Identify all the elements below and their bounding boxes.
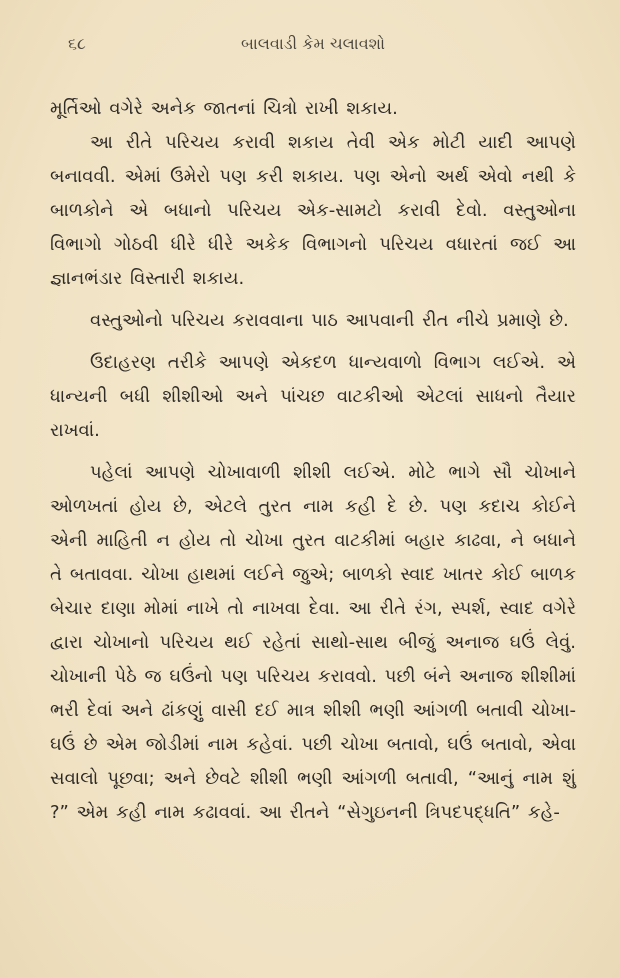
paragraph: પહેલાં આપણે ચોખાવાળી શીશી લઈએ. મોટે ભાગે સૌ ચોખાને ઓળખતાં હોય છે, એટલે તુરત નામ કહી દે છે. પણ કદાચ કોઈને એની માહિતી ન હોય તો ચોખા તુરત વાટકીમાં બહાર કાઢવા, ને બધાને તે બતાવવા. ચોખા હાથમાં લઈને જુએ; બાળકો સ્વાદ ખાતર કોઈ બાળક બેચાર દાણા મોમાં નાખે તો નાખવા દેવા. આ રીતે રંગ, સ્પર્શ, સ્વાદ વગેરે દ્વારા ચોખાનો પરિચય થઈ રહેતાં સાથો-સાથ બીજું અનાજ ઘઉં લેવું. ચોખાની પેઠે જ ઘઉંનો પણ પરિચય કરાવવો. પછી બંને અનાજ શીશીમાં ભરી દેવાં અને ઢાંકણું વાસી દઈ માત્ર શીશી ભણી આંગળી બતાવી ચોખા-ઘઉં છે એમ જોડીમાં નામ કહેવાં. પછી ચોખા બતાવો, ઘઉં બતાવો, એવા સવાલો પૂછવા; અને છેવટે શીશી ભણી આંગળી બતાવી, “આનું નામ શું ?” એમ કહી નામ કઢાવવાં. આ રીતને “સેગુઇનની ત્રિપદપદ્ધતિ” કહે- — [50, 462, 576, 823]
body-text — [50, 92, 576, 830]
running-head — [50, 34, 576, 64]
page-number: ૬૮ — [68, 34, 86, 53]
paragraph: વસ્તુઓનો પરિચય કરાવવાના પાઠ આપવાની રીત નીચે પ્રમાણે છે. — [90, 310, 569, 331]
paragraph: ઉદાહરણ તરીકે આપણે એકદળ ધાન્યવાળો વિભાગ લઈએ. એ ધાન્યની બધી શીશીઓ અને પાંચછ વાટકીઓ એટલાં સાધનો તૈયાર રાખવાં. — [50, 352, 576, 441]
paragraph: મૂર્તિઓ વગેરે અનેક જાતનાં ચિત્રો રાખી શકાય. — [50, 98, 398, 119]
paragraph: આ રીતે પરિચય કરાવી શકાય તેવી એક મોટી યાદી આપણે બનાવવી. એમાં ઉમેરો પણ કરી શકાય. પણ એનો અર્થ એવો નથી કે બાળકોને એ બધાનો પરિચય એક-સામટો કરાવી દેવો. વસ્તુઓના વિભાગો ગોઠવી ધીરે ધીરે અકેક વિભાગનો પરિચય વધારતાં જઈ આ જ્ઞાનભંડાર વિસ્તારી શકાય. — [50, 132, 576, 289]
running-title: બાલવાડી કેમ ચલાવશો — [241, 34, 385, 53]
